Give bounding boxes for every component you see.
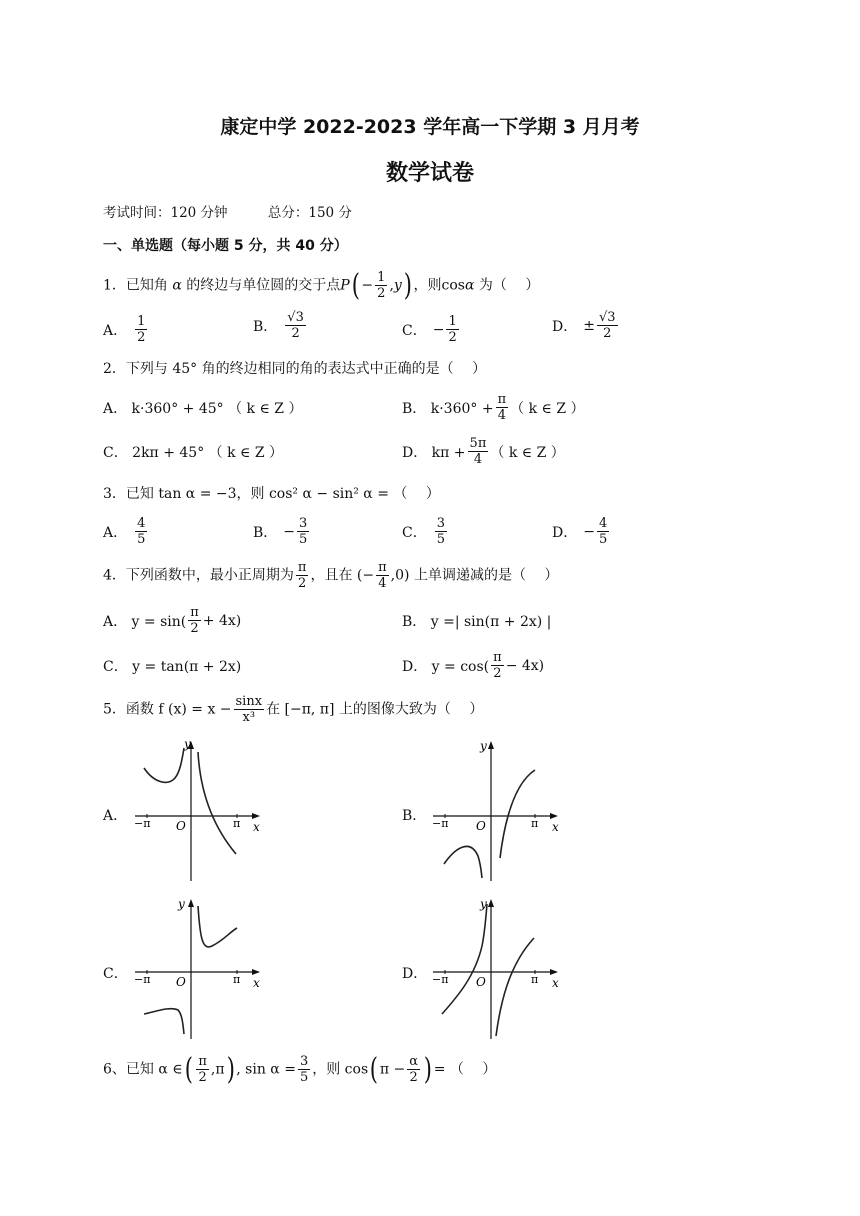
q5-label-c: C． (103, 966, 128, 982)
svg-text:π: π (531, 817, 539, 830)
q1-option-b: B． $\frac{√3}{2}$ (253, 310, 304, 341)
svg-text:x: x (253, 976, 260, 990)
svg-text:−π: −π (134, 973, 151, 986)
svg-text:O: O (476, 819, 486, 833)
svg-text:y: y (480, 739, 487, 753)
q4-option-b: B． y =| sin(π + 2x) | (402, 614, 552, 630)
q2-option-b: B． k·360° + $\frac{\pi}{4}$ （ k ∈ Z ） (402, 392, 585, 423)
svg-text:−π: −π (432, 973, 449, 986)
question-2-stem: 2．下列与 45° 角的终边相同的角的表达式中正确的是（ ） (103, 361, 487, 377)
svg-text:x: x (552, 976, 559, 990)
q5-graph-a (130, 738, 270, 884)
q2-option-c: C． 2kπ + 45° （ k ∈ Z ） (103, 445, 284, 461)
q3-option-c: C． $\frac{3}{5}$ (402, 516, 445, 547)
question-3-stem: 3．已知 tan α = −3，则 cos² α − sin² α = （ ） (103, 486, 440, 502)
q1-option-c: C． − $\frac{1}{2}$ (402, 314, 457, 345)
q5-label-a: A． (103, 808, 128, 824)
svg-text:x: x (552, 820, 559, 834)
q5-label-d: D． (402, 966, 428, 982)
question-6-stem: 6、已知 α ∈( $\frac{\pi}{2}$ ,π) , sin α = $\frac{3}{5}$ ，则 cos( π − $\frac{\alpha}{2}$ ) = （ ） (103, 1051, 497, 1087)
q5-label-b: B． (402, 808, 427, 824)
svg-text:−π: −π (134, 817, 151, 830)
svg-text:−π: −π (432, 817, 449, 830)
svg-text:π: π (233, 973, 241, 986)
q3-option-b: B． − $\frac{3}{5}$ (253, 516, 308, 547)
exam-time: 考试时间：120 分钟 (103, 205, 228, 221)
q3-option-a: A． $\frac{4}{5}$ (103, 516, 146, 547)
q1-option-d: D． ± $\frac{√3}{2}$ (552, 310, 616, 341)
q4-option-d: D． y = cos( $\frac{\pi}{2}$ − 4x) (402, 650, 545, 681)
svg-text:y: y (178, 897, 185, 911)
svg-text:π: π (233, 817, 241, 830)
fraction: $\frac{1}{2}$ (377, 270, 386, 301)
exam-score: 总分：150 分 (267, 205, 352, 221)
q4-option-a: A． y = sin( $\frac{\pi}{2}$ + 4x) (103, 605, 242, 636)
q5-graph-c (130, 896, 270, 1042)
q2-option-a: A． k·360° + 45° （ k ∈ Z ） (103, 401, 303, 417)
svg-text:O: O (176, 819, 186, 833)
q1-option-a: A． $\frac{1}{2}$ (103, 314, 146, 345)
svg-text:O: O (476, 975, 486, 989)
question-4-stem: 4．下列函数中，最小正周期为 $\frac{\pi}{2}$ ，且在 (− $\frac{\pi}{4}$ ,0) 上单调递减的是（ ） (103, 560, 559, 591)
exam-title: 康定中学 2022-2023 学年高一下学期 3 月月考 (220, 116, 640, 138)
exam-subtitle: 数学试卷 (385, 161, 474, 186)
question-5-stem: 5．函数 f (x) = x − $\frac{\sin x}{\text{x³}}$ 在 [−π, π] 上的图像大致为（ ） (103, 694, 484, 725)
q5-graph-d (430, 896, 570, 1042)
exam-meta (103, 201, 388, 221)
q4-option-c: C． y = tan(π + 2x) (103, 659, 242, 675)
q3-option-d: D． − $\frac{4}{5}$ (552, 516, 608, 547)
svg-text:π: π (531, 973, 539, 986)
svg-text:x: x (253, 820, 260, 834)
svg-text:y: y (184, 738, 191, 751)
q2-option-d: D． kπ + $\frac{5\pi}{4}$ （ k ∈ Z ） (402, 436, 565, 467)
svg-text:O: O (176, 975, 186, 989)
svg-text:y: y (480, 897, 487, 911)
section-heading: 一、单选题（每小题 5 分，共 40 分） (103, 238, 348, 254)
q5-graph-b (430, 738, 570, 884)
question-1-stem: 1．已知角 α 的终边与单位圆的交于点P( − $\frac{1}{2}$ ,y) ，则cosα 为（ ） (103, 267, 540, 303)
